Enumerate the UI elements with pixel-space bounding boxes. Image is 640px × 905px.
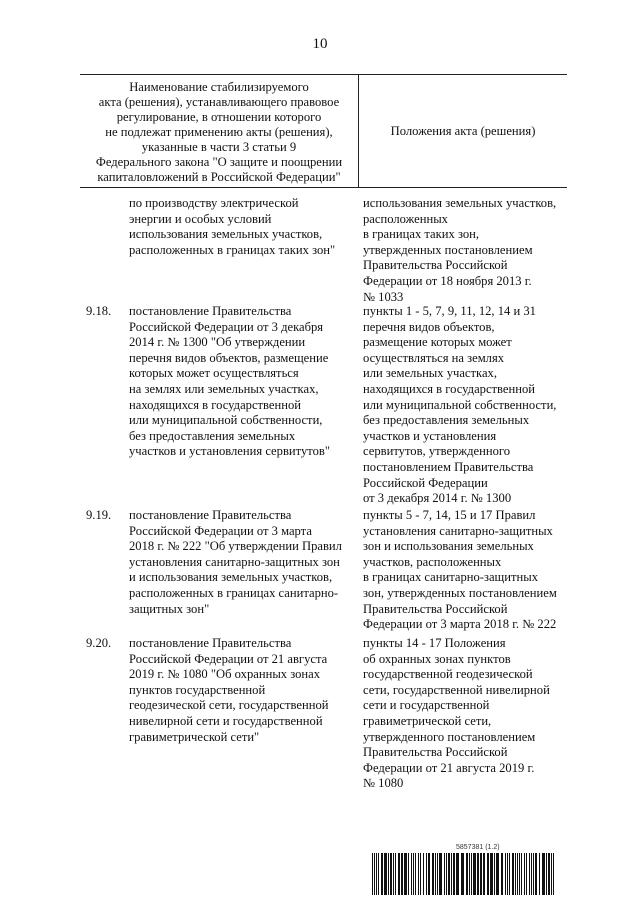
entry-provisions [363, 196, 573, 305]
entry-act-name [129, 304, 354, 460]
text-line: размещение которых может [363, 335, 512, 350]
text-line: участков, расположенных [363, 554, 502, 569]
text-line: или земельных участках, [363, 366, 497, 381]
table-header [80, 74, 567, 188]
text-line: зон, утвержденных постановлением [363, 585, 557, 600]
entry-number: 9.19. [86, 508, 112, 522]
text-line: расположенных [363, 211, 448, 226]
entry-act-name [129, 636, 354, 745]
text-line: по производству электрической [129, 196, 299, 210]
entry-provisions [363, 304, 573, 507]
text-line: Федерации от 21 августа 2019 г. [363, 760, 535, 775]
text-line: энергии и особых условий [129, 211, 272, 226]
text-line: в границах санитарно-защитных [363, 570, 538, 585]
header-column-provisions [359, 75, 567, 187]
text-line: зон и использования земельных [363, 539, 534, 554]
text-line: находящихся в государственной [363, 381, 536, 396]
text-line: нивелирной сети и государственной [129, 713, 323, 728]
text-line: перечня видов объектов, [363, 319, 495, 334]
text-line: сервитутов, утвержденного [363, 444, 511, 459]
text-line: пунктов государственной [129, 682, 266, 697]
entry-provisions [363, 636, 573, 792]
text-line: использования земельных участков, [129, 227, 323, 242]
entry-number: 9.20. [86, 636, 112, 650]
text-line: в границах таких зон, [363, 227, 480, 242]
document-barcode [372, 844, 558, 896]
text-line: государственной геодезической [363, 667, 533, 682]
text-line: об охранных зонах пунктов [363, 651, 511, 666]
text-line: Федерации от 3 марта 2018 г. № 222 [363, 617, 557, 632]
text-line: защитных зон" [129, 601, 210, 616]
text-line: установления санитарно-защитных зон [129, 554, 340, 569]
text-line: № 1033 [363, 289, 404, 304]
entry-provisions [363, 508, 573, 633]
text-line: геодезической сети, государственной [129, 698, 329, 713]
text-line: постановлением Правительства [363, 459, 534, 474]
barcode-id: 5857381 (1.2) [456, 844, 500, 851]
text-line: гравиметрической сети, [363, 713, 492, 728]
text-line: Российской Федерации [363, 475, 488, 490]
header-line: капиталовложений в Российской Федерации" [97, 169, 341, 184]
text-line: или муниципальной собственности, [363, 397, 557, 412]
entry-number: 9.18. [86, 304, 112, 318]
text-line: утвержденного постановлением [363, 729, 536, 744]
barcode-icon [372, 853, 558, 895]
header-line: не подлежат применению акты (решения), [105, 124, 333, 139]
text-line: пункты 1 - 5, 7, 9, 11, 12, 14 и 31 [363, 304, 536, 318]
text-line: от 3 декабря 2014 г. № 1300 [363, 491, 512, 506]
text-line: сети и государственной [363, 698, 490, 713]
text-line: без предоставления земельных [129, 428, 296, 443]
text-line: без предоставления земельных [363, 413, 530, 428]
text-line: или муниципальной собственности, [129, 413, 323, 428]
entry-act-name [129, 508, 354, 617]
header-line: акта (решения), устанавливающего правовое [98, 94, 340, 109]
text-line: сети, государственной нивелирной [363, 682, 550, 697]
text-line: перечня видов объектов, размещение [129, 350, 329, 365]
text-line: участков и установления [363, 428, 497, 443]
text-line: установления санитарно-защитных [363, 523, 553, 538]
header-line: регулирование, в отношении которого [116, 109, 322, 124]
text-line: пункты 14 - 17 Положения [363, 636, 506, 650]
text-line: Федерации от 18 ноября 2013 г. [363, 273, 532, 288]
text-line: использования земельных участков, [363, 196, 557, 210]
text-line: расположенных в границах санитарно- [129, 585, 339, 600]
text-line: постановление Правительства [129, 636, 292, 650]
text-line: постановление Правительства [129, 508, 292, 522]
text-line: Российской Федерации от 21 августа [129, 651, 328, 666]
header-line: Федерального закона "О защите и поощрении [95, 154, 343, 169]
text-line: на землях или земельных участках, [129, 381, 319, 396]
header-column-act-name [80, 75, 359, 187]
text-line: постановление Правительства [129, 304, 292, 318]
text-line: Правительства Российской [363, 258, 508, 273]
text-line: Правительства Российской [363, 745, 508, 760]
text-line: осуществляться на землях [363, 350, 505, 365]
text-line: участков и установления сервитутов" [129, 444, 330, 459]
text-line: № 1080 [363, 776, 404, 791]
text-line: 2018 г. № 222 "Об утверждении Правил [129, 539, 342, 554]
text-line: расположенных в границах таких зон" [129, 242, 336, 257]
entry-act-name [129, 196, 354, 258]
text-line: Российской Федерации от 3 марта [129, 523, 312, 538]
header-line: указанные в части 3 статьи 9 [141, 139, 297, 154]
header-line: Наименование стабилизируемого [129, 79, 309, 94]
text-line: которых может осуществляться [129, 366, 299, 381]
text-line: находящихся в государственной [129, 397, 302, 412]
text-line: Российской Федерации от 3 декабря [129, 319, 324, 334]
text-line: 2014 г. № 1300 "Об утверждении [129, 335, 306, 350]
header-provisions-label: Положения акта (решения) [390, 123, 536, 138]
text-line: и использования земельных участков, [129, 570, 333, 585]
text-line: Правительства Российской [363, 601, 508, 616]
text-line: утвержденных постановлением [363, 242, 533, 257]
page-number: 10 [312, 36, 328, 52]
text-line: гравиметрической сети" [129, 729, 260, 744]
text-line: 2019 г. № 1080 "Об охранных зонах [129, 667, 321, 682]
text-line: пункты 5 - 7, 14, 15 и 17 Правил [363, 508, 536, 522]
